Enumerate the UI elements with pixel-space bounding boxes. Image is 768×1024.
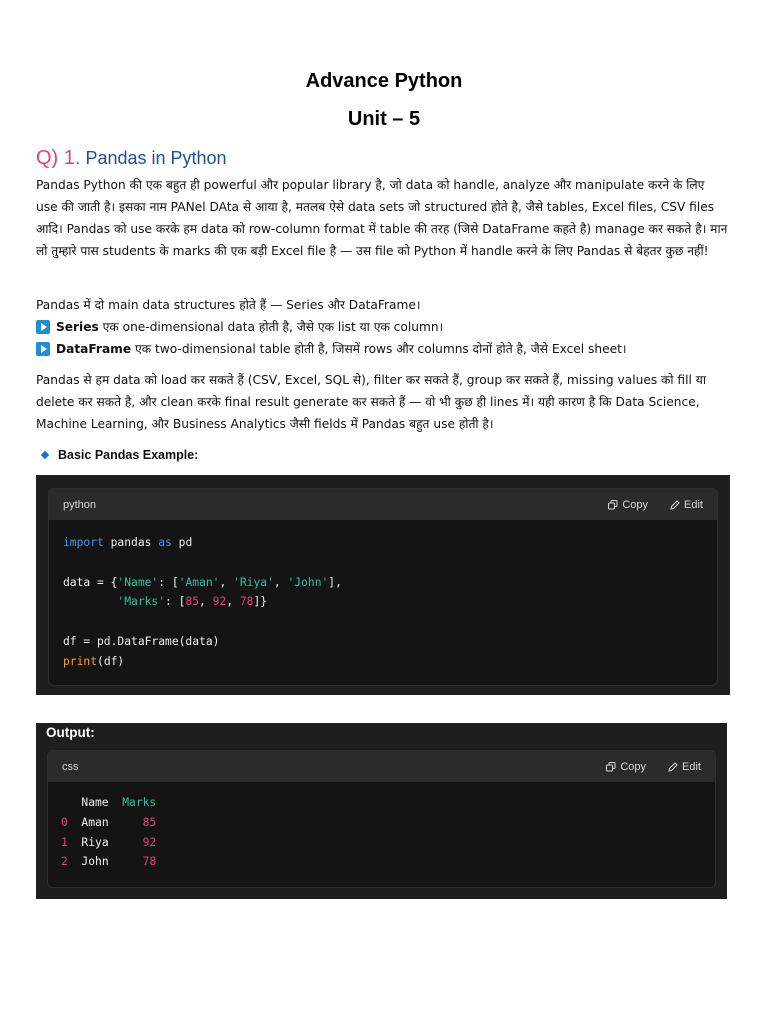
copy-button[interactable]	[606, 761, 646, 773]
document-title: Advance Python	[305, 70, 463, 92]
series-term: Series	[56, 320, 99, 334]
dataframe-item	[36, 338, 728, 360]
output-block	[36, 723, 727, 899]
copy-label: Copy	[620, 760, 647, 773]
play-bullet-icon	[36, 320, 50, 334]
edit-label: Edit	[684, 498, 703, 511]
diamond-bullet-icon	[41, 451, 49, 459]
data-structures-intro: Pandas में दो main data structures होते हैं — Series और DataFrame।	[36, 298, 421, 312]
copy-icon	[608, 500, 618, 510]
copy-button[interactable]	[608, 499, 648, 511]
python-code: import pandas as pd data = {'Name': ['Aman', 'Riya', 'John'], 'Marks': [85, 92, 78]} df = pd.DataFrame(data) print(df)	[63, 536, 342, 668]
edit-icon	[670, 500, 680, 510]
example-heading-text: Basic Pandas Example:	[58, 448, 199, 462]
output-label: Output:	[46, 725, 95, 740]
dataframe-term: DataFrame	[56, 342, 132, 356]
code-header	[49, 489, 717, 520]
edit-label: Edit	[682, 760, 701, 773]
code-panel	[48, 488, 718, 686]
code-language-label: python	[63, 498, 97, 511]
series-item	[36, 316, 728, 338]
output-table: Name Marks 0 Aman 85 1 Riya 92 2 John 78	[61, 796, 157, 869]
play-bullet-icon	[36, 342, 50, 356]
section-heading-text: Pandas in Python	[85, 148, 227, 168]
output-header	[48, 751, 715, 782]
output-panel	[47, 750, 716, 888]
section-heading	[36, 147, 227, 170]
edit-icon	[668, 762, 678, 772]
edit-button[interactable]	[670, 499, 703, 511]
copy-icon	[606, 762, 616, 772]
output-language-label: css	[62, 760, 79, 773]
data-structures-block	[36, 294, 728, 360]
intro-paragraph: Pandas Python की एक बहुत ही powerful और popular library है, जो data को handle, analyze और manipulate करने के लिए use की जाती है। इसका नाम PANel DAta से आया है, मतलब ऐसे data sets जो structured होते है, जैसे tables, Excel files, CSV files आदि। Pandas को use करके हम data को row-column format में table की तरह (जिसे DataFrame कहते है) manage कर सकते है। मान लो तुम्हारे पास students के marks की एक बड़ी Excel file है — उस file को Python में handle करने के लिए Pandas से बेहतर कुछ नहीं!	[36, 178, 728, 258]
dataframe-description: एक two-dimensional table होती है, जिसमें rows और columns दोनों होते है, जैसे Excel sheet।	[131, 342, 627, 356]
capabilities-paragraph: Pandas से हम data को load कर सकते हैं (CSV, Excel, SQL से), filter कर सकते हैं, group कर सकते हैं, missing values को fill या delete कर सकते है, और clean करके final result generate कर सकते हैं — वो भी कुछ ही lines में। यही कारण है कि Data Science, Machine Learning, और Business Analytics जैसी fields में Pandas बहुत use होती है।	[36, 373, 706, 431]
example-heading	[42, 448, 198, 462]
unit-title: Unit – 5	[347, 108, 421, 130]
question-number: Q) 1.	[36, 147, 81, 169]
copy-label: Copy	[622, 498, 649, 511]
series-description: एक one-dimensional data होती है, जैसे एक list या एक column।	[98, 320, 444, 334]
edit-button[interactable]	[668, 761, 701, 773]
code-block-python	[36, 475, 730, 695]
